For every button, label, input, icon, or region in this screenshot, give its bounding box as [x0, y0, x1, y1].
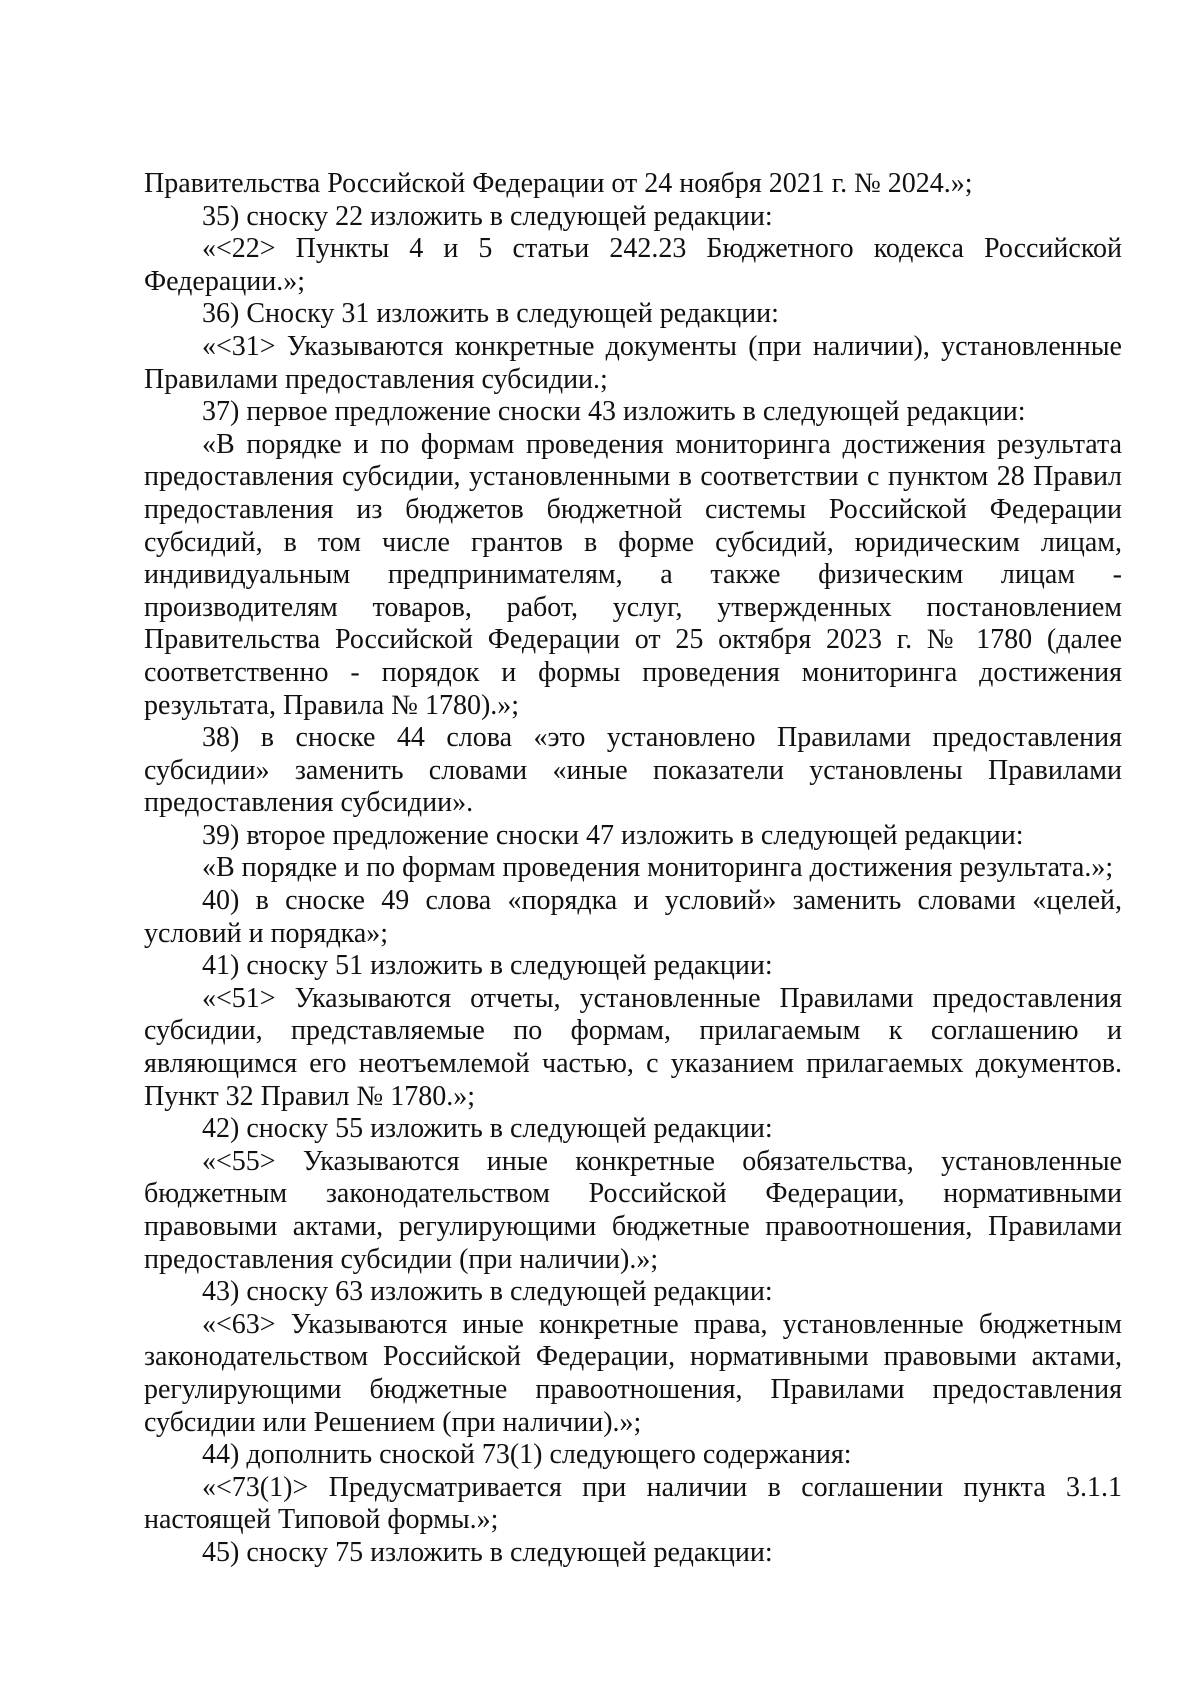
paragraph-footnote-22-text: «<22> Пункты 4 и 5 статьи 242.23 Бюджетного кодекса Российской Федерации.»; [144, 233, 1122, 297]
paragraph-item-36: 36) Сноску 31 изложить в следующей редакции: [202, 298, 779, 330]
paragraph-footnote-63-text: «<63> Указываются иные конкретные права, установленные бюджетным законодательством Российской Федерации, нормативными правовыми актами, регулирующими бюджетные правоотношения, Правилами предоставления субсидии или Решением (при наличии).»; [144, 1308, 1122, 1438]
paragraph-item-42: 42) сноску 55 изложить в следующей редакции: [202, 1113, 773, 1145]
paragraph-footnote-51-text: «<51> Указываются отчеты, установленные Правилами предоставления субсидии, представляемые по формам, прилагаемым к соглашению и являющимся его неотъемлемой частью, с указанием прилагаемых документов. Пункт 32 Правил № 1780.»; [144, 982, 1122, 1112]
paragraph-item-44: 44) дополнить сноской 73(1) следующего содержания: [202, 1439, 852, 1471]
paragraph-item-43: 43) сноску 63 изложить в следующей редакции: [202, 1276, 773, 1308]
document-page [144, 168, 1122, 1570]
paragraph-footnote-47-text: «В порядке и по формам проведения мониторинга достижения результата.»; [202, 852, 1114, 884]
paragraph-item-40: 40) в сноске 49 слова «порядка и условий» заменить словами «целей, условий и порядка»; [144, 885, 1122, 949]
paragraph-item-37: 37) первое предложение сноски 43 изложить в следующей редакции: [202, 396, 1026, 428]
paragraph-item-45: 45) сноску 75 изложить в следующей редакции: [202, 1536, 773, 1568]
paragraph-item-35: 35) сноску 22 изложить в следующей редакции: [202, 200, 773, 232]
paragraph-footnote-43-text: «В порядке и по формам проведения мониторинга достижения результата предоставления субсидии, установленными в соответствии с пунктом 28 Правил предоставления из бюджетов бюджетной системы Российской Федерации субсидий, в том числе грантов в форме субсидий, юридическим лицам, индивидуальным предпринимателям, а также физическим лицам - производителям товаров, работ, услуг, утвержденных постановлением Правительства Российской Федерации от 25 октября 2023 г. № 1780 (далее соответственно - порядок и формы проведения мониторинга достижения результата, Правила № 1780).»; [144, 428, 1122, 721]
paragraph-footnote-31-text: «<31> Указываются конкретные документы (при наличии), установленные Правилами предоставления субсидии.; [144, 330, 1122, 395]
paragraph-item-41: 41) сноску 51 изложить в следующей редакции: [202, 950, 773, 982]
paragraph-item-38: 38) в сноске 44 слова «это установлено Правилами предоставления субсидии» заменить словами «иные показатели установлены Правилами предоставления субсидии». [144, 722, 1122, 819]
paragraph-footnote-73-1-text: «<73(1)> Предусматривается при наличии в соглашении пункта 3.1.1 настоящей Типовой формы.»; [144, 1471, 1122, 1536]
paragraph-continuation: Правительства Российской Федерации от 24 ноября 2021 г. № 2024.»; [144, 168, 973, 199]
paragraph-item-39: 39) второе предложение сноски 47 изложить в следующей редакции: [202, 819, 1024, 851]
paragraph-footnote-55-text: «<55> Указываются иные конкретные обязательства, установленные бюджетным законодательством Российской Федерации, нормативными правовыми актами, регулирующими бюджетные правоотношения, Правилами предоставления субсидии (при наличии).»; [144, 1145, 1122, 1275]
